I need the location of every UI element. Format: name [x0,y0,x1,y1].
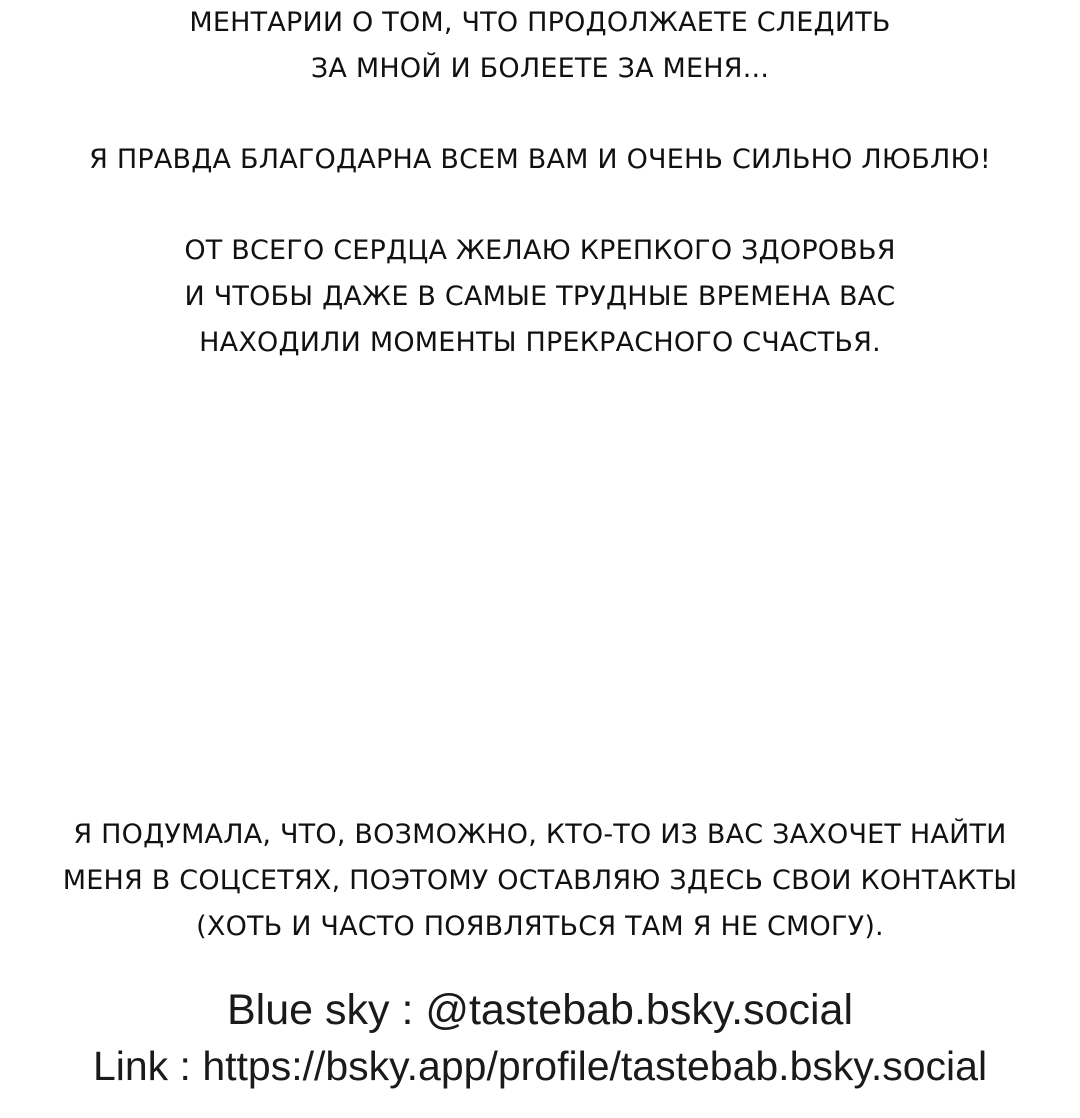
text-line: Я ПРАВДА БЛАГОДАРНА ВСЕМ ВАМ И ОЧЕНЬ СИЛЬНО ЛЮБЛЮ! [89,144,991,175]
text-line: МЕНТАРИИ О ТОМ, ЧТО ПРОДОЛЖАЕТЕ СЛЕДИТЬ [189,7,891,38]
paragraph-thanks-comments [0,0,1080,92]
text-line: НАХОДИЛИ МОМЕНТЫ ПРЕКРАСНОГО СЧАСТЬЯ. [199,327,881,358]
bluesky-handle: Blue sky : @tastebab.bsky.social [226,986,854,1034]
paragraph-wishes [0,228,1080,366]
text-line: Я ПОДУМАЛА, ЧТО, ВОЗМОЖНО, КТО-ТО ИЗ ВАС ЗАХОЧЕТ НАЙТИ [73,819,1007,850]
text-line: ОТ ВСЕГО СЕРДЦА ЖЕЛАЮ КРЕПКОГО ЗДОРОВЬЯ [184,235,896,266]
paragraph-social-intro [0,812,1080,950]
contacts-section [0,982,1080,1094]
paragraph-gratitude [0,137,1080,183]
text-line: ЗА МНОЙ И БОЛЕЕТЕ ЗА МЕНЯ... [310,53,770,84]
text-line: МЕНЯ В СОЦСЕТЯХ, ПОЭТОМУ ОСТАВЛЯЮ ЗДЕСЬ СВОИ КОНТАКТЫ [62,865,1018,896]
text-line: И ЧТОБЫ ДАЖЕ В САМЫЕ ТРУДНЫЕ ВРЕМЕНА ВАС [184,281,896,312]
profile-link[interactable]: Link : https://bsky.app/profile/tastebab.bsky.social [92,1043,988,1089]
text-line: (ХОТЬ И ЧАСТО ПОЯВЛЯТЬСЯ ТАМ Я НЕ СМОГУ). [196,911,884,942]
